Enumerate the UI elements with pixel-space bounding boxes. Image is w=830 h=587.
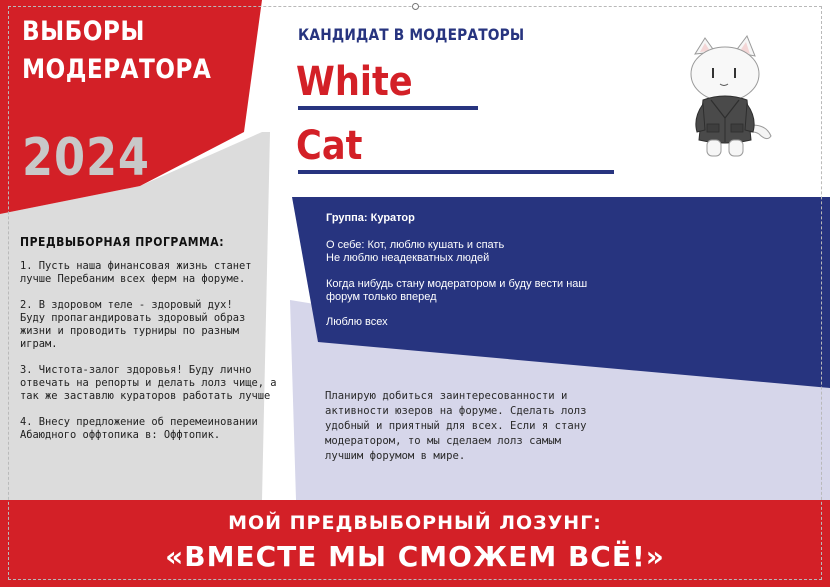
program-list [20, 260, 282, 455]
name-underline-1 [298, 106, 478, 110]
program-item-4 [20, 416, 282, 442]
future-line: форум только вперед [326, 291, 437, 303]
program-item-2 [20, 299, 282, 351]
info-about [326, 239, 504, 265]
about-line: Не люблю неадекватных людей [326, 252, 490, 264]
future-line: Когда нибудь стану модератором и буду вести наш [326, 278, 588, 290]
program-item-line: Буду пропагандировать здоровый образ [20, 312, 246, 324]
info-future [326, 278, 587, 304]
candidate-label: КАНДИДАТ В МОДЕРАТОРЫ [298, 25, 525, 44]
love-line: Люблю всех [326, 316, 388, 328]
program-item-line: жизни и проводить турниры по разным [20, 325, 239, 337]
program-item-line: 2. В здоровом теле - здоровый дух! [20, 299, 233, 311]
program-item-line: 3. Чистота-залог здоровья! Буду лично [20, 364, 252, 376]
white-cat-illustration [675, 30, 775, 162]
info-group [326, 212, 415, 225]
election-title-line1: ВЫБОРЫ [22, 16, 145, 47]
program-item-line: отвечать на репорты и делать лолз чище, а [20, 377, 277, 389]
info-love [326, 316, 388, 329]
slogan-text: «ВМЕСТЕ МЫ СМОЖЕМ ВСЁ!» [165, 540, 665, 573]
name-underline-2 [298, 170, 614, 174]
selection-handle-top[interactable] [412, 3, 419, 10]
plan-text [325, 389, 595, 464]
election-title-line2: МОДЕРАТОРА [22, 54, 212, 85]
program-item-line: лучше Перебаним всех ферм на форуме. [20, 273, 246, 285]
plan-line: Планирую добиться заинтересованности и [325, 390, 568, 402]
program-heading: ПРЕДВЫБОРНАЯ ПРОГРАММА: [20, 235, 225, 249]
program-item-line: 1. Пусть наша финансовая жизнь станет [20, 260, 252, 272]
program-item-line: играм. [20, 338, 58, 350]
group-label: Группа: Куратор [326, 212, 415, 224]
candidate-name-line2: Cat [296, 123, 363, 169]
plan-line: удобный и приятный для всех. Если я стану [325, 420, 587, 432]
plan-line: модератором, то мы сделаем лолз самым [325, 435, 561, 447]
program-item-1 [20, 260, 282, 286]
slogan-title: МОЙ ПРЕДВЫБОРНЫЙ ЛОЗУНГ: [228, 512, 602, 534]
program-item-line: так же заставлю кураторов работать лучше [20, 390, 271, 402]
program-item-line: Абаюдного оффтопика в: Оффтопик. [20, 429, 221, 441]
election-year: 2024 [22, 128, 150, 188]
plan-line: активности юзеров на форуме. Сделать лолз [325, 405, 587, 417]
program-item-line: 4. Внесу предложение об перемеинoвании [20, 416, 258, 428]
about-line: О себе: Кот, люблю кушать и спать [326, 239, 505, 251]
plan-line: лучшим форумом в мире. [325, 450, 466, 462]
program-item-3 [20, 364, 282, 403]
candidate-name-line1: White [296, 59, 413, 105]
